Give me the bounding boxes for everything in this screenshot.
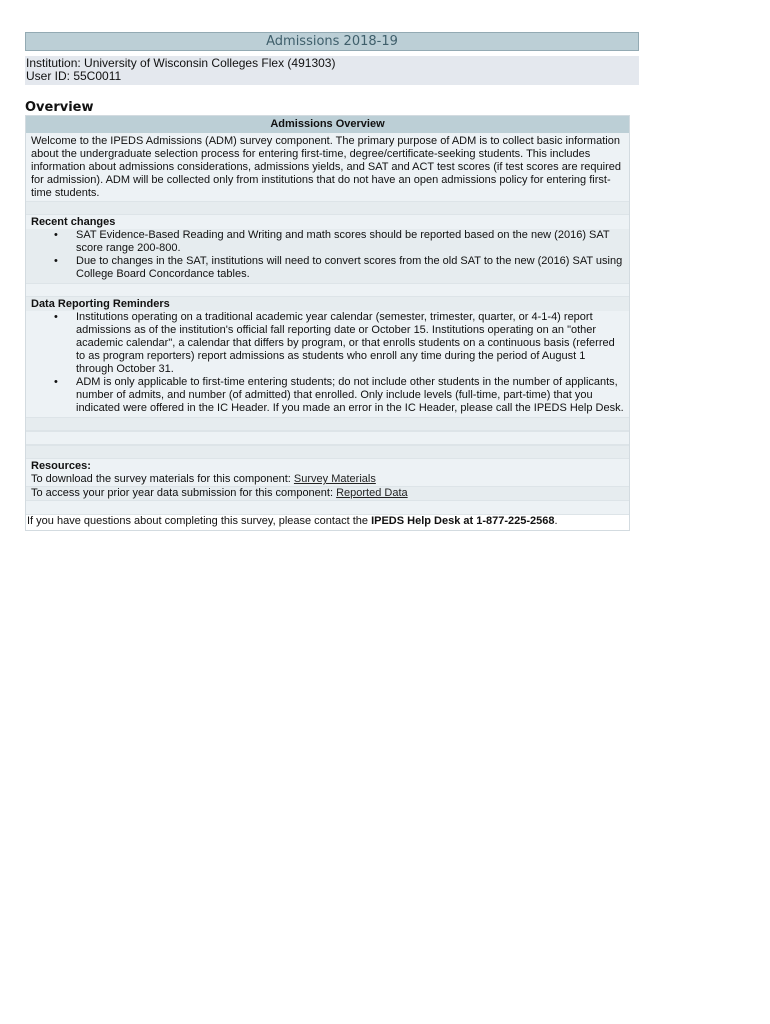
user-id: User ID: 55C0011 xyxy=(26,69,122,83)
reminders-list xyxy=(26,311,629,417)
intro-text: Welcome to the IPEDS Admissions (ADM) survey component. The primary purpose of ADM is to collect basic information about the undergraduate selection process for entering first-time, degree/certificate-seeking students. This includes information about admissions considerations, admissions yields, and SAT and ACT test scores (if test scores are required for admission). ADM will be collected only from institutions that do not have an open admissions policy for entering first-time students. xyxy=(31,135,622,199)
survey-materials-row: To download the survey materials for this component: Survey Materials xyxy=(31,473,376,485)
recent-changes-label: Recent changes xyxy=(26,215,629,229)
spacer-row xyxy=(26,417,629,431)
list-item: • ADM is only applicable to first-time entering students; do not include other students in the number of applicants, number of admits, and number (of admitted) that enrolled. Only include levels (full-time, part-time) that you indicated were offered in the IC Header. If you made an error in the IC Header, please call the IPEDS Help Desk. xyxy=(54,376,624,414)
resources-label: Resources: xyxy=(26,459,629,473)
reminders-label: Data Reporting Reminders xyxy=(26,297,629,311)
bullet-icon: • xyxy=(54,229,58,241)
spacer-row xyxy=(26,431,629,445)
spacer-row xyxy=(26,201,629,215)
list-item: • Due to changes in the SAT, institutions will need to convert scores from the old SAT to the new (2016) SAT using College Board Concordance tables. xyxy=(54,255,623,280)
reported-data-link[interactable]: Reported Data xyxy=(336,487,408,499)
admissions-overview-title: Admissions Overview xyxy=(26,116,629,133)
page-title: Admissions 2018-19 xyxy=(266,34,398,49)
reported-data-row: To access your prior year data submission for this component: Reported Data xyxy=(26,486,629,500)
spacer-row xyxy=(26,283,629,297)
help-desk-contact: If you have questions about completing this survey, please contact the IPEDS Help Desk at 1-877-225-2568. xyxy=(26,515,629,530)
bullet-icon: • xyxy=(54,311,58,323)
recent-changes-list xyxy=(26,229,629,283)
spacer-row xyxy=(26,445,629,459)
bullet-icon: • xyxy=(54,376,58,388)
survey-materials-link[interactable]: Survey Materials xyxy=(293,473,376,485)
list-item: • Institutions operating on a traditional academic year calendar (semester, trimester, quarter, or 4-1-4) report admissions as of the institution's official fall reporting date or October 15. Institutions operating on an "other academic calendar", a calendar that differs by program, or that enrolls students on a continuous basis (referred to as program reporters) report admissions as students who enroll any time during the period of August 1 through October 31. xyxy=(54,311,615,375)
admissions-overview-table xyxy=(25,115,630,531)
overview-heading: Overview xyxy=(25,100,94,115)
list-item: • SAT Evidence-Based Reading and Writing and math scores should be reported based on the new (2016) SAT score range 200-800. xyxy=(54,229,610,254)
institution-name: Institution: University of Wisconsin Colleges Flex (491303) xyxy=(26,56,336,70)
help-desk-number: IPEDS Help Desk at 1-877-225-2568 xyxy=(371,515,555,527)
spacer-row xyxy=(26,500,629,515)
page-title-bar xyxy=(25,32,639,51)
institution-info xyxy=(25,56,639,85)
bullet-icon: • xyxy=(54,255,58,267)
